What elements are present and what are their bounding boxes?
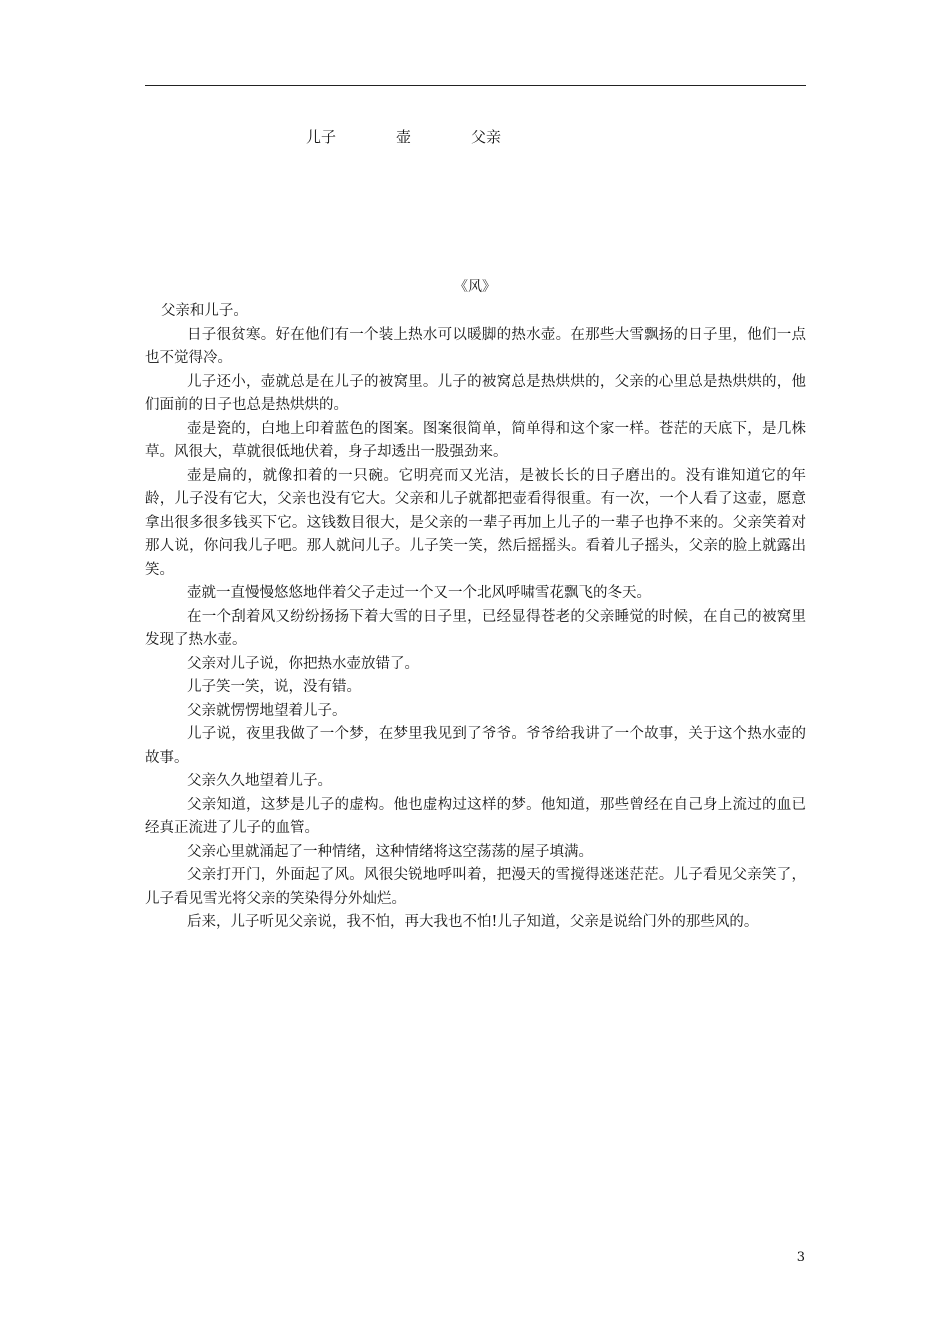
story-title: 《风》 — [454, 279, 496, 295]
paragraph: 父亲久久地望着儿子。 — [187, 773, 333, 789]
paragraph: 后来，儿子听见父亲说，我不怕，再大我也不怕!儿子知道，父亲是说给门外的那些风的。 — [187, 914, 759, 930]
paragraph: 日子很贫寒。好在他们有一个装上热水可以暖脚的热水壶。在那些大雪飘扬的日子里，他们一点也不觉得冷。 — [145, 326, 806, 366]
paragraph: 壶就一直慢慢悠悠地伴着父子走过一个又一个北风呼啸雪花飘飞的冬天。 — [187, 585, 652, 601]
story-body — [145, 300, 806, 935]
paragraph: 在一个刮着风又纷纷扬扬下着大雪的日子里，已经显得苍老的父亲睡觉的时候，在自己的被窝里发现了热水壶。 — [145, 608, 806, 648]
paragraph: 儿子说，夜里我做了一个梦，在梦里我见到了爷爷。爷爷给我讲了一个故事，关于这个热水壶的故事。 — [145, 726, 806, 766]
page-number: 3 — [796, 1250, 805, 1265]
opening-line: 父亲和儿子。 — [160, 303, 248, 319]
keyword-pot: 壶 — [396, 128, 412, 146]
paragraph: 儿子笑一笑，说，没有错。 — [187, 679, 362, 695]
paragraph: 儿子还小，壶就总是在儿子的被窝里。儿子的被窝总是热烘烘的，父亲的心里总是热烘烘的，他们面前的日子也总是热烘烘的。 — [145, 373, 806, 413]
paragraph: 父亲知道，这梦是儿子的虚构。他也虚构过这样的梦。他知道，那些曾经在自己身上流过的血已经真正流进了儿子的血管。 — [145, 796, 806, 836]
paragraph: 壶是瓷的，白地上印着蓝色的图案。图案很简单，简单得和这个家一样。苍茫的天底下，是几株草。风很大，草就很低地伏着，身子却透出一股强劲来。 — [145, 420, 806, 460]
header-rule — [145, 85, 806, 86]
keyword-son: 儿子 — [306, 128, 337, 146]
keyword-father: 父亲 — [471, 128, 502, 146]
paragraph: 父亲心里就涌起了一种情绪，这种情绪将这空荡荡的屋子填满。 — [187, 843, 594, 860]
paragraph: 父亲打开门，外面起了风。风很尖锐地呼叫着，把漫天的雪搅得迷迷茫茫。儿子看见父亲笑了，儿子看见雪光将父亲的笑染得分外灿烂。 — [145, 867, 806, 907]
paragraph: 壶是扁的，就像扣着的一只碗。它明亮而又光洁，是被长长的日子磨出的。没有谁知道它的年龄，儿子没有它大，父亲也没有它大。父亲和儿子就都把壶看得很重。有一次，一个人看了这壶，愿意拿出很多很多钱买下它。这钱数目很大，是父亲的一辈子再加上儿子的一辈子也挣不来的。父亲笑着对那人说，你问我儿子吧。那人就问儿子。儿子笑一笑，然后摇摇头。看着儿子摇头，父亲的脸上就露出笑。 — [145, 467, 806, 578]
keyword-row — [0, 126, 950, 148]
paragraph: 父亲就愣愣地望着儿子。 — [187, 702, 347, 719]
paragraph: 父亲对儿子说，你把热水壶放错了。 — [187, 655, 420, 672]
